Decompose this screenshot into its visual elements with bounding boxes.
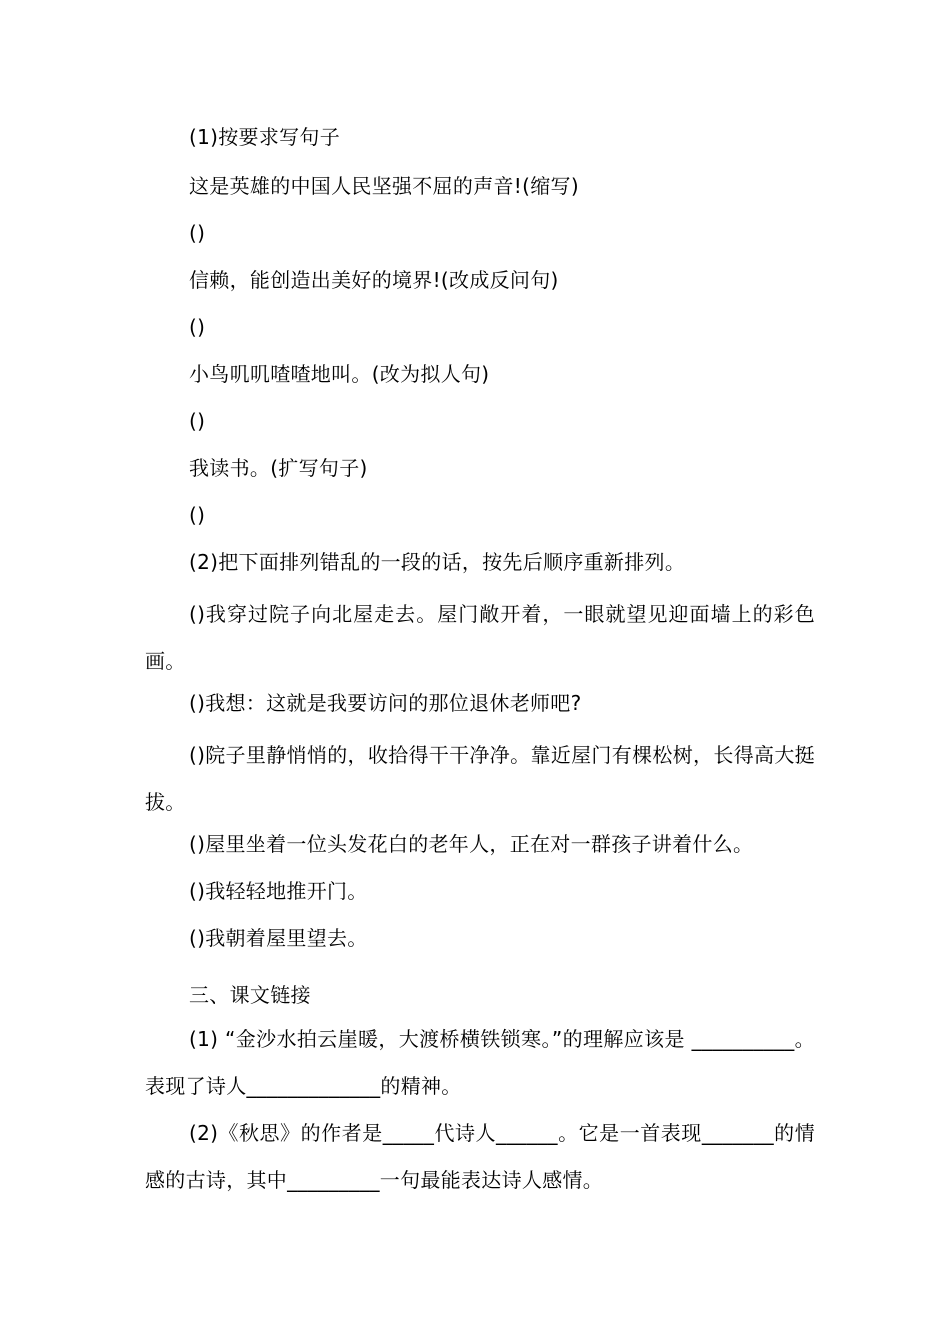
fill-in-question-1: (1) “金沙水拍云崖暖，大渡桥横铁锁寒。”的理解应该是 __________。表现了诗人_____________的精神。 [145,1027,815,1098]
exercise-heading-2: (2)把下面排列错乱的一段的话，按先后顺序重新排列。 [189,550,686,574]
section-heading: 三、课文链接 [189,983,311,1007]
order-item: ()我轻轻地推开门。 [189,879,368,903]
sentence-condense: 这是英雄的中国人民坚强不屈的声音!(缩写) [189,174,579,198]
answer-blank: () [189,503,206,527]
fill-in-question-2: (2)《秋思》的作者是_____代诗人______。它是一首表现_______的情感的古诗，其中_________一句最能表达诗人感情。 [145,1121,815,1192]
sentence-personification: 小鸟叽叽喳喳地叫。(改为拟人句) [189,362,490,386]
order-item: ()我朝着屋里望去。 [189,926,368,950]
sentence-expand: 我读书。(扩写句子) [189,456,368,480]
order-item: ()我想：这就是我要访问的那位退休老师吧? [189,691,582,715]
answer-blank: () [189,409,206,433]
answer-blank: () [189,315,206,339]
order-item: ()屋里坐着一位头发花白的老年人，正在对一群孩子讲着什么。 [189,832,754,856]
order-item: ()院子里静悄悄的，收拾得干干净净。靠近屋门有棵松树，长得高大挺拔。 [145,743,815,814]
order-item: ()我穿过院子向北屋走去。屋门敞开着，一眼就望见迎面墙上的彩色画。 [145,602,815,673]
sentence-rhetorical: 信赖，能创造出美好的境界!(改成反问句) [189,268,559,292]
answer-blank: () [189,221,206,245]
exercise-heading-1: (1)按要求写句子 [189,125,341,149]
